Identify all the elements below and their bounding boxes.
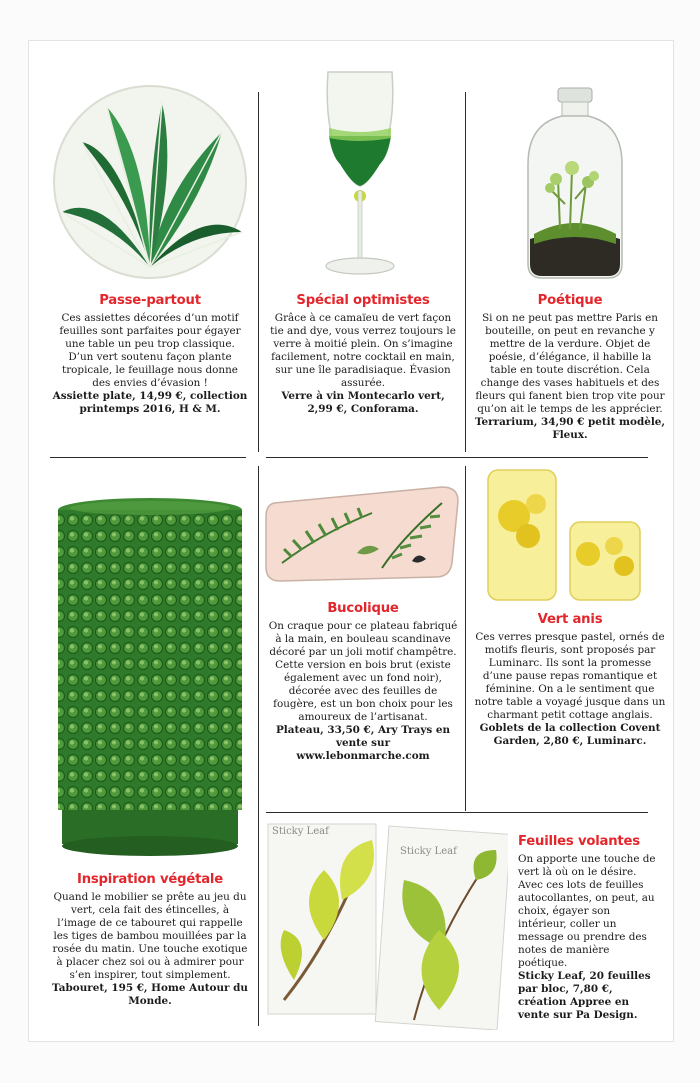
article-special-optimistes [268,293,458,416]
article-title: Poétique [537,293,603,308]
article-price: Tabouret, 195 €, Home Autour du Monde. [52,982,248,1007]
article-title: Bucolique [327,601,399,616]
article-body: Grâce à ce camaïeu de vert façon tie and dye, vous verrez toujours le verre à moitié plein. On s’imagine facilement, notre cocktail en main, sur une île paradisiaque. Évasion assurée. [270,312,456,389]
article-body: Quand le mobilier se prête au jeu du vert, cela fait des étincelles, à l’image de ce tabouret qui rappelle les tiges de bambou mouillées par la rosée du matin. Une touche exotique à placer chez soi ou à admirer pour s’en inspirer, tout simplement. [52,891,248,981]
article-price: Plateau, 33,50 €, Ary Trays en vente sur www.lebonmarche.com [275,724,451,762]
article-poetique [474,293,666,442]
article-title: Feuilles volantes [518,834,640,849]
article-title: Passe-partout [99,293,201,308]
sticky-leaf-image [264,820,508,1030]
article-bucolique [268,601,458,763]
article-title: Spécial optimistes [296,293,430,308]
article-feuilles-volantes [518,834,658,1022]
anis-glasses-image [484,466,644,606]
article-title: Inspiration végétale [77,872,223,887]
sticky-leaf-label-1: Sticky Leaf [272,826,329,837]
article-price: Assiette plate, 14,99 €, collection printemps 2016, H & M. [52,390,248,415]
article-price: Verre à vin Montecarlo vert, 2,99 €, Conforama. [281,390,445,415]
article-price: Goblets de la collection Covent Garden, 2,80 €, Luminarc. [479,722,661,747]
article-title: Vert anis [537,612,603,627]
row-divider-bottom [266,812,648,813]
article-price: Sticky Leaf, 20 feuilles par bloc, 7,80 €, création Appree en vente sur Pa Design. [518,970,651,1021]
article-body: Ces assiettes décorées d’un motif feuilles sont parfaites pour égayer une table un peu trop classique. D’un vert soutenu façon plante tropicale, le feuillage nous donne des envies d’évasion ! [59,312,241,389]
row-divider-right [266,457,648,458]
column-divider-1 [258,92,259,452]
wine-glass-image [320,66,400,286]
column-divider-3 [258,466,259,1026]
article-body: On apporte une touche de vert là où on le désire. Avec ces lots de feuilles autocollantes, on peut, au choix, égayer son intérieur, coller un message ou prendre des notes de manière poétique. [518,853,656,969]
article-inspiration-vegetale [52,872,248,1008]
article-body: Si on ne peut pas mettre Paris en bouteille, on peut en revanche y mettre de la verdure. Objet de poésie, d’élégance, il habille la table en toute discrétion. Cela change des vases habituels et des fleurs qui fanent bien trop vite pour qu’on ait le temps de les apprécier. [475,312,665,415]
fern-tray-image [262,483,462,583]
row-divider-left [50,457,246,458]
article-vert-anis [474,612,666,748]
article-body: On craque pour ce plateau fabriqué à la main, en bouleau scandinave décoré par un joli motif champêtre. Cette version en bois brut (existe également avec un fond noir), décorée avec des feuilles de fougère, est un bon choix pour les amoureux de l’artisanat. [268,620,458,723]
column-divider-4 [465,466,466,811]
sticky-leaf-label-2: Sticky Leaf [400,846,457,857]
leaf-plate-image [52,82,248,282]
article-passe-partout [52,293,248,416]
article-body: Ces verres presque pastel, ornés de motifs fleuris, sont proposés par Luminarc. Ils sont la promesse d’une pause repas romantique et féminine. On a le sentiment que notre table a voyagé jusque dans un charmant petit cottage anglais. [474,631,666,721]
terrarium-image [520,84,630,284]
article-price: Terrarium, 34,90 € petit modèle, Fleux. [474,416,666,441]
column-divider-2 [465,92,466,452]
green-stool-image [52,496,248,868]
